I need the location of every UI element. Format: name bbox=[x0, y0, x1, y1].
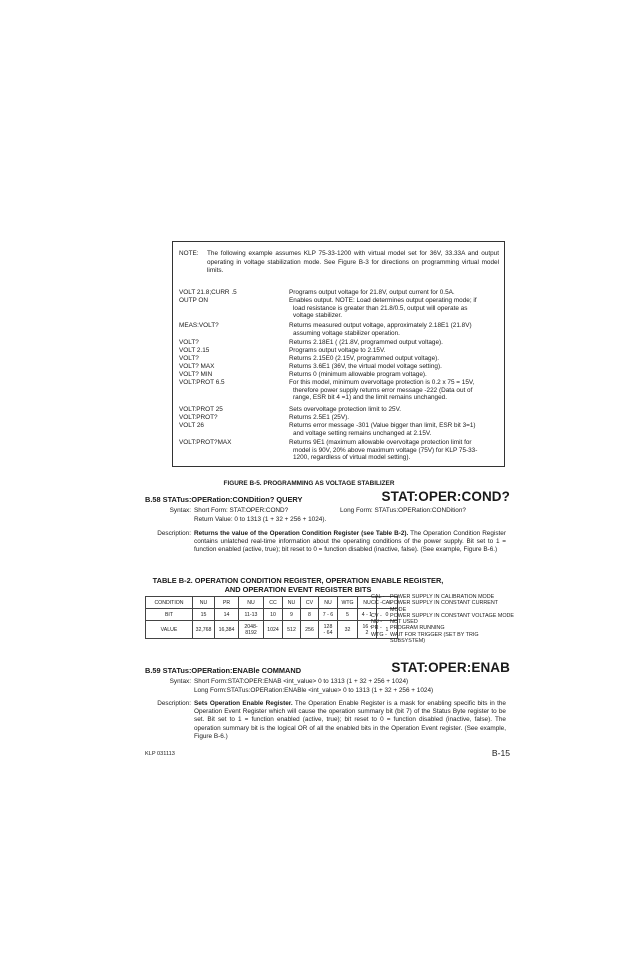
legend-item bbox=[371, 600, 515, 613]
legend-abbreviation: CC - bbox=[371, 600, 383, 607]
register-bits-table bbox=[145, 596, 398, 639]
section-b59-heading: B.59 STATus:OPERation:ENABle COMMAND bbox=[145, 666, 302, 675]
example-description-line: Returns error message -301 (Value bigger than limit, ESR bit 3=1) bbox=[289, 422, 476, 429]
example-description-line: load resistance is greater than 21.8/0.5, output will operate as bbox=[293, 304, 468, 312]
table-cell: WTG bbox=[338, 597, 358, 609]
example-description bbox=[289, 422, 501, 437]
table-cell: 5 bbox=[338, 609, 358, 621]
example-description bbox=[289, 379, 501, 402]
table-legend bbox=[371, 594, 515, 644]
example-description bbox=[289, 339, 501, 347]
example-command: VOLT:PROT 25 bbox=[179, 406, 223, 413]
table-row-header: CONDITION bbox=[146, 597, 193, 609]
b58-description-rest: The Operation Condition Register contains unlatched real-time information about the operating conditions of the power supply. Bit set to 1 = function enabled (active, true); bit reset to 0 = function disabled (inactive, false). (See example, Figure B-6.) bbox=[194, 530, 506, 554]
table-cell: 10 bbox=[264, 609, 283, 621]
footer-page-number: B-15 bbox=[491, 748, 510, 758]
table-row-header: BIT bbox=[146, 609, 193, 621]
b58-description-label: Description: bbox=[157, 530, 191, 537]
table-cell: 0 bbox=[377, 609, 398, 621]
legend-text: POWER SUPPLY IN CONSTANT CURRENT MODE bbox=[390, 600, 498, 613]
example-command: VOLT:PROT 6.5 bbox=[179, 379, 225, 386]
footer-doc-id: KLP 031113 bbox=[145, 751, 175, 757]
b59-description-rest: The Operation Enable Register is a mask for enabling specific bits in the Operation Event Register which will cause the operation summary bit (bit 7) of the Status Byte register to be set. Bit set to 1 = function enabled (active, true); bit reset to 0 = function disabled (inactive, false). The operation summary bit is the logical OR of all the enabled bits in the Operation Event register. (See example, Figure B-6.) bbox=[194, 700, 506, 740]
table-cell: 15 bbox=[193, 609, 215, 621]
example-command: VOLT:PROT?MAX bbox=[179, 439, 232, 446]
example-description bbox=[289, 363, 501, 371]
table-b2-title-line1: TABLE B-2. OPERATION CONDITION REGISTER, OPERATION ENABLE REGISTER, bbox=[152, 576, 444, 585]
b58-description bbox=[194, 530, 506, 555]
table-cell: 32,768 bbox=[193, 621, 215, 639]
example-description-line: range, ESR bit 4 =1) and the limit remains unchanged. bbox=[293, 394, 447, 402]
example-command: MEAS:VOLT? bbox=[179, 322, 219, 329]
legend-text: POWER SUPPLY IN CALIBRATION MODE bbox=[390, 594, 495, 600]
example-description-line: 1200, regardless of virtual model setting). bbox=[293, 454, 411, 462]
example-description-line: Returns 3.6E1 (36V, the virtual model voltage setting). bbox=[289, 363, 442, 370]
b59-description bbox=[194, 700, 506, 741]
example-description-line: and voltage setting remains unchanged at 2.15V. bbox=[293, 429, 432, 437]
table-cell: CC bbox=[264, 597, 283, 609]
legend-abbreviation: PR - bbox=[371, 625, 382, 632]
table-cell: 11-13 bbox=[239, 609, 264, 621]
example-command: VOLT:PROT? bbox=[179, 414, 218, 421]
b59-long-form: Long Form:STATus:OPERation:ENABle <int_value> 0 to 1313 (1 + 32 + 256 + 1024) bbox=[194, 687, 434, 694]
table-row bbox=[146, 609, 398, 621]
example-description-line: Programs output voltage to 2.15V. bbox=[289, 347, 386, 354]
table-cell: CV bbox=[301, 597, 319, 609]
table-cell: 7 - 6 bbox=[319, 609, 338, 621]
table-b2-title bbox=[148, 576, 448, 594]
legend-text: WAIT FOR TRIGGER (SET BY TRIG SUBSYSTEM) bbox=[390, 631, 479, 645]
table-cell: 32 bbox=[338, 621, 358, 639]
example-description-line: Returns 0 (minimum allowable program voltage). bbox=[289, 371, 427, 378]
table-cell: 1 bbox=[377, 621, 398, 639]
example-description bbox=[289, 406, 501, 414]
b59-short-form: Short Form:STAT:OPER:ENAB <int_value> 0 to 1313 (1 + 32 + 256 + 1024) bbox=[194, 678, 409, 685]
table-cell: CAL bbox=[377, 597, 398, 609]
legend-text: POWER SUPPLY IN CONSTANT VOLTAGE MODE bbox=[390, 612, 515, 619]
table-cell: 2048- 8192 bbox=[239, 621, 264, 639]
example-description-line: For this model, minimum overvoltage protection is 0.2 x 75 = 15V, bbox=[289, 379, 475, 386]
example-description bbox=[289, 347, 501, 355]
table-row-header: VALUE bbox=[146, 621, 193, 639]
table-cell: 16,384 bbox=[215, 621, 239, 639]
example-description bbox=[289, 439, 501, 462]
section-b58-heading: B.58 STATus:OPERation:CONDition? QUERY bbox=[145, 495, 303, 504]
b58-return-value: Return Value: 0 to 1313 (1 + 32 + 256 + 1024). bbox=[194, 516, 327, 523]
example-description bbox=[289, 414, 501, 422]
b59-description-bold: Sets Operation Enable Register. bbox=[194, 700, 293, 707]
example-description-line: Returns 2.18E1 ( (21.8V, programmed output voltage). bbox=[289, 339, 443, 346]
example-command: VOLT 21.8;CURR .5 bbox=[179, 289, 237, 296]
legend-item bbox=[371, 632, 515, 645]
table-cell: 256 bbox=[301, 621, 319, 639]
example-description-line: voltage stabilizer. bbox=[293, 312, 343, 320]
b59-syntax-label: Syntax: bbox=[169, 678, 191, 685]
example-description bbox=[289, 371, 501, 379]
figure-caption: FIGURE B-5. PROGRAMMING AS VOLTAGE STABILIZER bbox=[223, 480, 395, 487]
table-cell: NU bbox=[193, 597, 215, 609]
example-description-line: Programs output voltage for 21.8V, output current for 0.5A. bbox=[289, 289, 455, 296]
example-description bbox=[289, 322, 501, 337]
b59-description-label: Description: bbox=[157, 700, 191, 707]
example-description-line: Returns 2.5E1 (25V). bbox=[289, 414, 350, 421]
table-row bbox=[146, 621, 398, 639]
example-description-line: Enables output. NOTE: Load determines output operating mode; if bbox=[289, 297, 477, 304]
table-cell: NU bbox=[239, 597, 264, 609]
legend-abbreviation: CAL - bbox=[371, 594, 385, 600]
table-cell: 4 - 1 bbox=[358, 609, 377, 621]
b58-short-form: Short Form: STAT:OPER:COND? bbox=[194, 507, 289, 514]
table-cell: 8 bbox=[301, 609, 319, 621]
example-command: VOLT? MIN bbox=[179, 371, 213, 378]
example-command: VOLT? MAX bbox=[179, 363, 215, 370]
table-cell: NU bbox=[319, 597, 338, 609]
example-description bbox=[289, 289, 501, 297]
example-description-line: Returns measured output voltage, approximately 2.18E1 (21.8V) bbox=[289, 322, 472, 329]
table-cell: NU bbox=[283, 597, 301, 609]
b58-description-bold: Returns the value of the Operation Condition Register (see Table B-2). bbox=[194, 530, 409, 537]
table-cell: 1024 bbox=[264, 621, 283, 639]
b58-long-form: Long Form: STATus:OPERation:CONDition? bbox=[340, 507, 466, 514]
example-description bbox=[289, 297, 501, 320]
table-row bbox=[146, 597, 398, 609]
b58-syntax-label: Syntax: bbox=[169, 507, 191, 514]
example-description-line: assuming voltage stabilizer operation. bbox=[293, 329, 400, 337]
example-description-line: Returns 2.15E0 (2.15V, programmed output voltage). bbox=[289, 355, 440, 362]
legend-text: NOT USED bbox=[390, 619, 418, 626]
example-command: VOLT? bbox=[179, 355, 199, 362]
example-description bbox=[289, 355, 501, 363]
table-b2-title-line2: AND OPERATION EVENT REGISTER BITS bbox=[224, 585, 372, 594]
example-description-line: Returns 9E1 (maximum allowable overvoltage protection limit for bbox=[289, 439, 472, 446]
legend-abbreviation: WTG - bbox=[371, 631, 387, 638]
example-description-line: Sets overvoltage protection limit to 25V. bbox=[289, 406, 402, 413]
note-label: NOTE: bbox=[179, 250, 199, 257]
example-command: VOLT 2.15 bbox=[179, 347, 210, 354]
table-cell: 128 - 64 bbox=[319, 621, 338, 639]
table-cell: 9 bbox=[283, 609, 301, 621]
example-description-line: model is 90V, 20% above maximum voltage (75V) for KLP 75-33- bbox=[293, 446, 478, 454]
section-b59-command-label: STAT:OPER:ENAB bbox=[391, 660, 510, 675]
table-cell: 512 bbox=[283, 621, 301, 639]
example-command: VOLT 26 bbox=[179, 422, 204, 429]
table-cell: PR bbox=[215, 597, 239, 609]
example-description-line: therefore power supply returns error message -222 (Data out of bbox=[293, 386, 473, 394]
legend-text: PROGRAM RUNNING bbox=[390, 625, 445, 632]
legend-abbreviation: NU - bbox=[371, 619, 383, 626]
note-text: The following example assumes KLP 75-33-1200 with virtual model set for 36V, 33.33A and output operating in voltage stabilization mode. See Figure B-3 for directions on programming virtual model limits. bbox=[207, 250, 499, 275]
legend-abbreviation: CV - bbox=[371, 612, 382, 619]
table-cell: 14 bbox=[215, 609, 239, 621]
example-command: VOLT? bbox=[179, 339, 199, 346]
table-cell: NU bbox=[358, 597, 377, 609]
example-command: OUTP ON bbox=[179, 297, 208, 304]
section-b58-command-label: STAT:OPER:COND? bbox=[381, 489, 510, 504]
example-box bbox=[172, 241, 505, 467]
table-cell: 16 - 2 bbox=[358, 621, 377, 639]
